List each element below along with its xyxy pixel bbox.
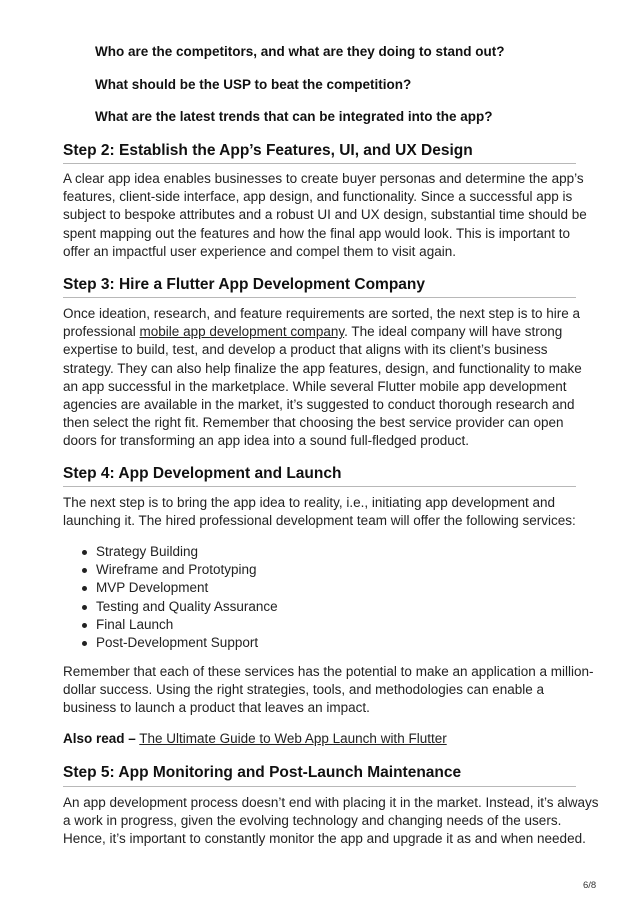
step2-heading: Step 2: Establish the App’s Features, UI, and UX Design (63, 142, 473, 159)
text-line (63, 323, 576, 341)
text-line: A clear app idea enables businesses to create buyer personas and determine the app’s (63, 171, 584, 186)
list-item (80, 543, 560, 561)
step4-heading: Step 4: App Development and Launch (63, 465, 342, 482)
bullet-icon (82, 623, 87, 628)
text-line: offer an impactful user experience and compel them to visit again. (63, 243, 456, 259)
list-item-label: Testing and Quality Assurance (96, 598, 278, 614)
step2-divider (63, 163, 576, 164)
list-item-label: Final Launch (96, 616, 174, 632)
text-line: launching it. The hired professional development team will offer the following services: (63, 513, 576, 529)
step5-divider (63, 786, 576, 787)
text-line: doors for transforming an app idea into a sound full-fledged product. (63, 433, 470, 449)
bullet-icon (82, 605, 87, 610)
also-read (63, 731, 447, 746)
list-item-label: Post-Development Support (96, 635, 259, 651)
text-fragment: . The ideal company will have strong (344, 324, 563, 340)
list-item-label: MVP Development (96, 580, 209, 596)
text-line: Remember that each of these services has the potential to make an application a million- (63, 664, 594, 679)
page-number: 6/8 (583, 880, 597, 891)
step4-outro (63, 663, 594, 718)
step5-paragraph (63, 794, 599, 849)
bullet-icon (82, 586, 87, 591)
text-line: Once ideation, research, and feature requirements are sorted, the next step is to hire a (63, 306, 581, 321)
also-read-label: Also read – (63, 731, 136, 746)
bullet-icon (82, 641, 87, 646)
text-line: a work in progress, given the evolving technology and changing needs of the users. (63, 813, 562, 829)
web-app-launch-guide-link[interactable]: The Ultimate Guide to Web App Launch with Flutter (139, 731, 447, 746)
list-item-label: Wireframe and Prototyping (96, 562, 257, 578)
step3-heading: Step 3: Hire a Flutter App Development Company (63, 276, 426, 293)
mobile-app-development-link[interactable]: mobile app development company (139, 324, 345, 340)
text-line: then select the right fit. Remember that choosing the best service provider can open (63, 415, 564, 431)
services-list (80, 543, 560, 652)
step4-intro (63, 494, 576, 530)
list-item (80, 634, 560, 652)
step3-paragraph (63, 305, 582, 451)
list-item (80, 579, 560, 597)
text-line: subject to bespoke attributes and a robust UI and UX design, substantial time should be (63, 207, 587, 223)
text-line: agencies are available in the market, it’s suggested to conduct thorough research and (63, 397, 575, 413)
list-item-label: Strategy Building (96, 544, 199, 559)
text-line: The next step is to bring the app idea to reality, i.e., initiating app development and (63, 495, 556, 510)
text-line: expertise to build, test, and develop a product that aligns with its client’s business (63, 342, 548, 358)
text-line: an app successful in the marketplace. While several Flutter mobile app development (63, 378, 567, 394)
list-item (80, 616, 560, 634)
text-line: Hence, it’s important to constantly monitor the app and upgrade it as and when needed. (63, 831, 586, 847)
question-usp: What should be the USP to beat the competition? (95, 77, 412, 92)
step4-divider (63, 486, 576, 487)
list-item (80, 598, 560, 616)
question-trends: What are the latest trends that can be integrated into the app? (95, 109, 493, 124)
bullet-icon (82, 550, 87, 555)
text-line: dollar success. Using the right strategies, tools, and methodologies can enable a (63, 682, 545, 698)
text-line: An app development process doesn’t end with placing it in the market. Instead, it’s always (63, 795, 599, 810)
text-line: business to launch a product that leaves an impact. (63, 700, 370, 716)
bullet-icon (82, 568, 87, 573)
step2-paragraph (63, 170, 587, 261)
text-line: strategy. They can also help finalize the app features, design, and functionality to make (63, 360, 582, 376)
text-fragment: professional (63, 324, 140, 340)
list-item (80, 561, 560, 579)
text-line: spent mapping out the features and how the final app would look. This is important to (63, 225, 571, 241)
step5-heading: Step 5: App Monitoring and Post-Launch Maintenance (63, 764, 462, 781)
text-line: features, client-side interface, app design, and functionality. Since a successful app is (63, 189, 573, 205)
question-competitors: Who are the competitors, and what are they doing to stand out? (95, 44, 505, 59)
step3-divider (63, 297, 576, 298)
